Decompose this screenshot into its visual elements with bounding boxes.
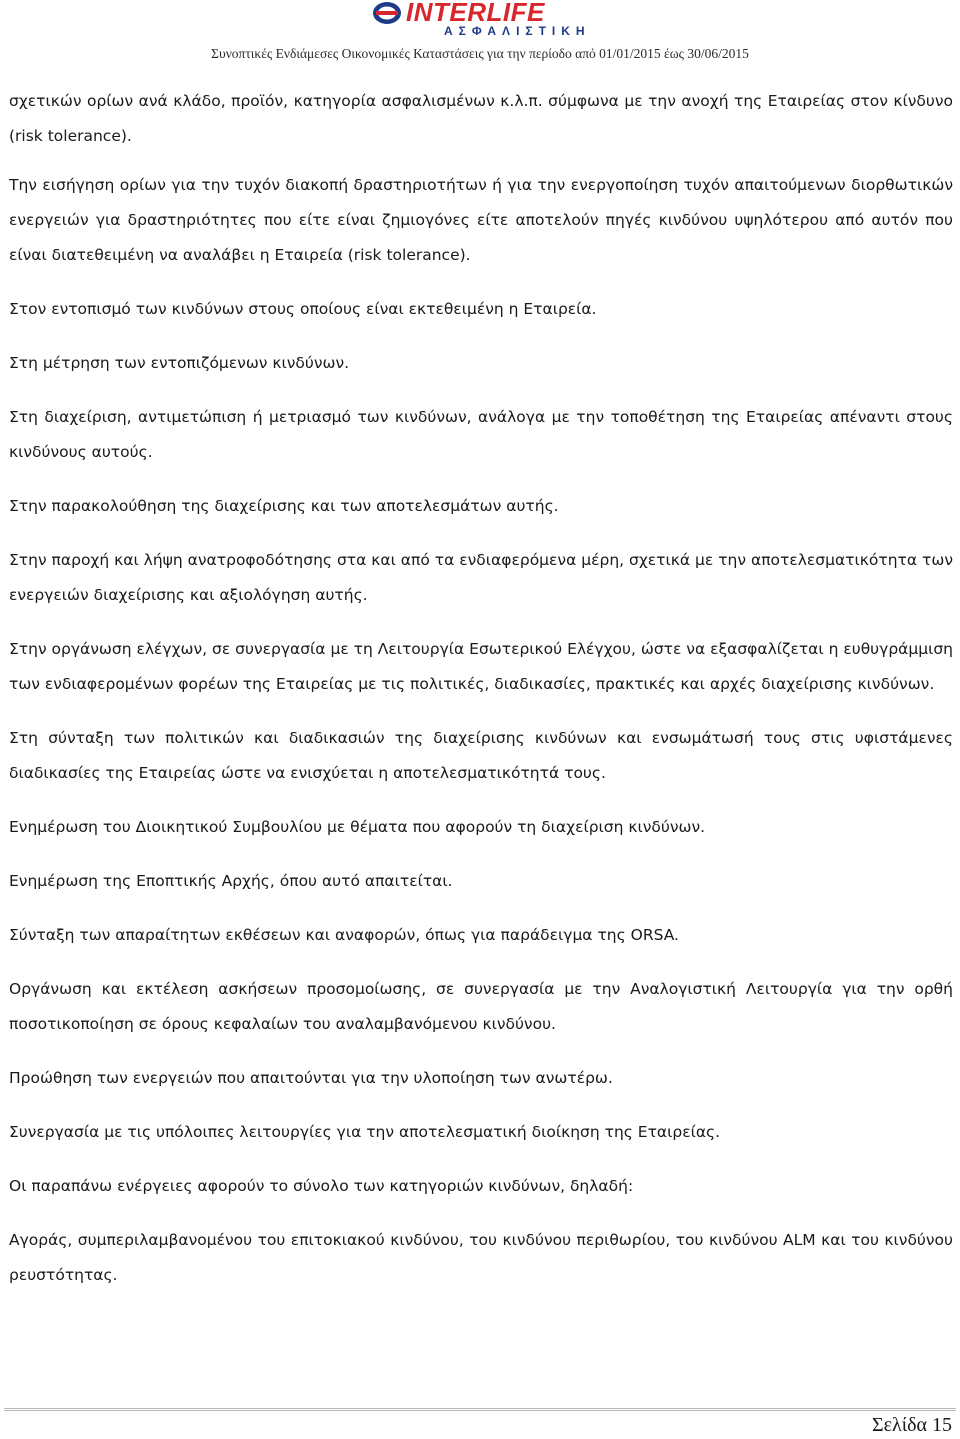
report-subtitle: Συνοπτικές Ενδιάμεσες Οικονομικές Καταστάσεις για την περίοδο από 01/01/2015 έως 30/06/2015 xyxy=(211,46,749,61)
paragraph-limits-proposal: Την εισήγηση ορίων για την τυχόν διακοπή δραστηριοτήτων ή για την ενεργοποίηση τυχόν απαιτούμενων διορθωτικών ενεργειών για δραστηριότητες που είτε είναι ζημιογόνες είτε αποτελούν πηγές κινδύνου υψηλότερου από αυτόν που είναι διατεθειμένη να αναλάβει η Εταιρεία (risk tolerance). xyxy=(9,176,953,264)
paragraph-supervisor-update: Ενημέρωση της Εποπτικής Αρχής, όπου αυτό απαιτείται. xyxy=(9,872,453,890)
paragraph-risk-limits: σχετικών ορίων ανά κλάδο, προϊόν, κατηγορία ασφαλισμένων κ.λ.π. σύμφωνα με την ανοχή της Εταιρείας στον κίνδυνο (risk tolerance). xyxy=(9,92,953,145)
footer-divider xyxy=(4,1408,956,1411)
paragraph-simulations: Οργάνωση και εκτέλεση ασκήσεων προσομοίωσης, σε συνεργασία με την Αναλογιστική Λειτουργία για την ορθή ποσοτικοποίηση σε όρους κεφαλαίων του αναλαμβανόμενου κινδύνου. xyxy=(9,980,953,1033)
paragraph-promotion: Προώθηση των ενεργειών που απαιτούνται για την υλοποίηση των ανωτέρω. xyxy=(9,1069,613,1087)
paragraph-policies: Στη σύνταξη των πολιτικών και διαδικασιών της διαχείρισης κινδύνων και ενσωμάτωσή τους στις υφιστάμενες διαδικασίες της Εταιρείας ώστε να ενισχύεται η αποτελεσματικότητά τους. xyxy=(9,729,953,782)
paragraph-reports: Σύνταξη των απαραίτητων εκθέσεων και αναφορών, όπως για παράδειγμα της ORSA. xyxy=(9,926,679,944)
paragraph-feedback: Στην παροχή και λήψη ανατροφοδότησης στα και από τα ενδιαφερόμενα μέρη, σχετικά με την αποτελεσματικότητα των ενεργειών διαχείρισης και αξιολόγηση αυτής. xyxy=(9,551,953,604)
logo-brand-name: INTERLIFE xyxy=(406,0,545,27)
paragraph-board-update: Ενημέρωση του Διοικητικού Συμβουλίου με θέματα που αφορούν τη διαχείριση κινδύνων. xyxy=(9,818,706,836)
page-number: Σελίδα 15 xyxy=(871,1414,952,1436)
document-body xyxy=(9,84,953,1312)
paragraph-risk-measurement: Στη μέτρηση των εντοπιζόμενων κινδύνων. xyxy=(9,354,350,372)
page-header xyxy=(0,0,960,64)
paragraph-market-risk: Αγοράς, συμπεριλαμβανομένου του επιτοκιακού κινδύνου, του κινδύνου περιθωρίου, του κινδύνου ALM και του κινδύνου ρευστότητας. xyxy=(9,1231,953,1284)
logo-brand-subtitle: ΑΣΦΑΛΙΣΤΙΚΗ xyxy=(444,24,591,38)
paragraph-risk-categories: Οι παραπάνω ενέργειες αφορούν το σύνολο των κατηγοριών κινδύνων, δηλαδή: xyxy=(9,1177,634,1195)
paragraph-cooperation: Συνεργασία με τις υπόλοιπες λειτουργίες για την αποτελεσματική διοίκηση της Εταιρείας. xyxy=(9,1123,721,1141)
paragraph-risk-identification: Στον εντοπισμό των κινδύνων στους οποίους είναι εκτεθειμένη η Εταιρεία. xyxy=(9,300,597,318)
interlife-logo xyxy=(372,0,592,40)
paragraph-risk-management: Στη διαχείριση, αντιμετώπιση ή μετριασμό των κινδύνων, ανάλογα με την τοποθέτηση της Εταιρείας απέναντι στους κινδύνους αυτούς. xyxy=(9,408,953,461)
interlife-logo-icon xyxy=(372,1,402,25)
paragraph-monitoring: Στην παρακολούθηση της διαχείρισης και των αποτελεσμάτων αυτής. xyxy=(9,497,559,515)
paragraph-controls: Στην οργάνωση ελέγχων, σε συνεργασία με τη Λειτουργία Εσωτερικού Ελέγχου, ώστε να εξασφαλίζεται η ευθυγράμμιση των ενδιαφερομένων φορέων της Εταιρείας με τις πολιτικές, διαδικασίες, πρακτικές και αρχές διαχείρισης κινδύνων. xyxy=(9,640,953,693)
